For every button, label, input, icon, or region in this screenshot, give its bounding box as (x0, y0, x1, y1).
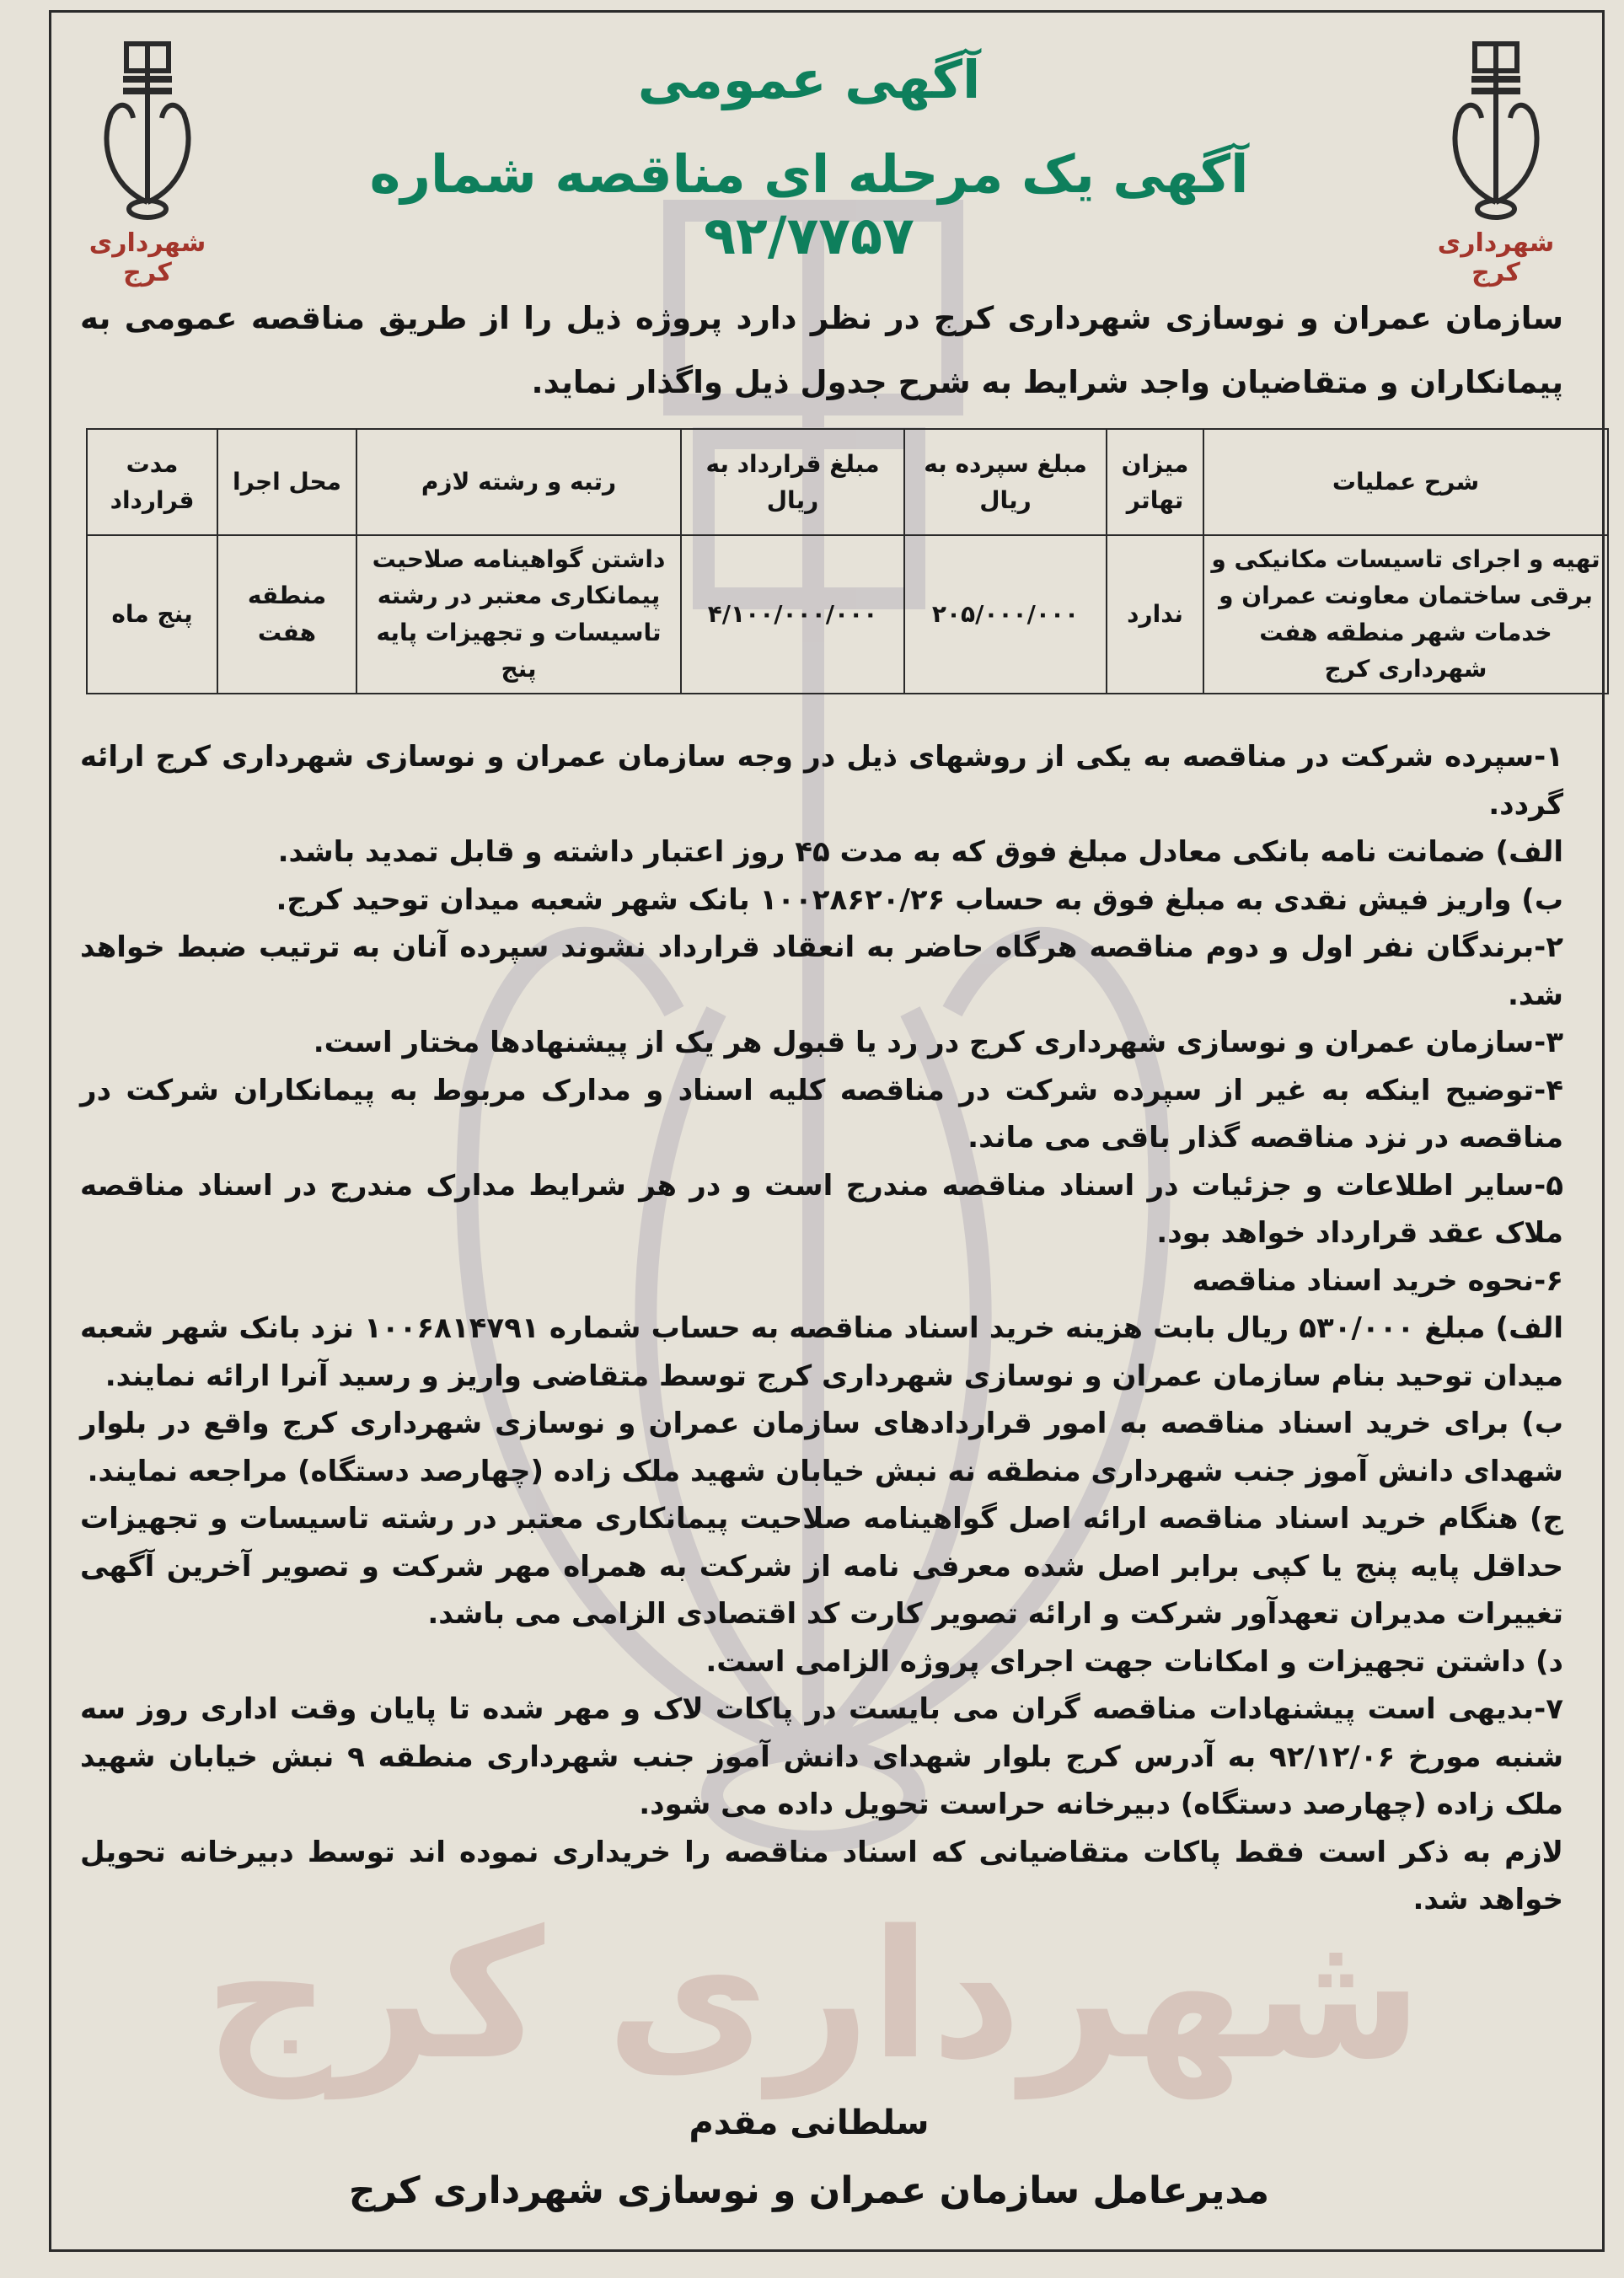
condition-item: ج) هنگام خرید اسناد مناقصه ارائه اصل گواهینامه صلاحیت پیمانکاری معتبر در رشته تاسیسات و تجهیزات حداقل پایه پنج یا کپی برابر اصل شده معرفی نامه از شرکت به همراه مهر شرکت و تصویر آخرین آگهی تغییرات مدیران تعهدآور شرکت و ارائه تصویر کارت کد اقتصادی الزامی می باشد. (80, 1502, 1563, 1631)
condition-item: ۲-برندگان نفر اول و دوم مناقصه هرگاه حاضر به انعقاد قرارداد نشوند سپرده آنان به ترتیب ضبط خواهد شد. (80, 930, 1563, 1012)
table-header-cell: مدت قرارداد (87, 429, 217, 535)
notice-subtitle: آگهی یک مرحله ای مناقصه شماره ۹۲/۷۷۵۷ (369, 143, 1249, 266)
signatory-name: سلطانی مقدم (689, 2104, 930, 2142)
condition-item: ۶-نحوه خرید اسناد مناقصه (1192, 1263, 1563, 1298)
condition-item: الف) مبلغ ۵۳۰/۰۰۰ ریال بابت هزینه خرید اسناد مناقصه به حساب شماره ۱۰۰۶۸۱۴۷۹۱ نزد بانک شهر شعبه میدان توحید بنام سازمان عمران و نوسازی شهرداری کرج توسط متقاضی واریز و رسید آنرا ارائه نمایند. (80, 1311, 1563, 1393)
notice-title: آگهی عمومی (637, 49, 981, 110)
table-header-cell: شرح عملیات (1203, 429, 1608, 535)
table-cell: پنج ماه (87, 535, 217, 694)
karaj-emblem-icon (84, 34, 211, 223)
table-header-cell: میزان تهاتر (1107, 429, 1203, 535)
table-header-cell: محل اجرا (217, 429, 356, 535)
condition-item: ب) برای خرید اسناد مناقصه به امور قراردادهای سازمان عمران و نوسازی شهرداری کرج واقع در بلوار شهدای دانش آموز جنب شهرداری منطقه نه نبش خیابان شهید ملک زاده (چهارصد دستگاه) مراجعه نمایند. (80, 1407, 1563, 1488)
condition-item: ۴-توضیح اینکه به غیر از سپرده شرکت در مناقصه کلیه اسناد و مدارک مربوط به پیمانکاران شرکت در مناقصه در نزد مناقصه گذار باقی می ماند. (80, 1073, 1563, 1155)
conditions-list (80, 733, 1563, 1924)
signatory-title: مدیرعامل سازمان عمران و نوسازی شهرداری کرج (348, 2169, 1270, 2212)
table-cell: ۴/۱۰۰/۰۰۰/۰۰۰ (681, 535, 904, 694)
table-header-row (87, 429, 1608, 535)
condition-item: ۳-سازمان عمران و نوسازی شهرداری کرج در رد یا قبول هر یک از پیشنهادها مختار است. (313, 1026, 1563, 1059)
condition-item: د) داشتن تجهیزات و امکانات جهت اجرای پروژه الزامی است. (705, 1644, 1563, 1679)
logo-left (67, 34, 228, 287)
table-row (87, 535, 1608, 694)
condition-item: ۱-سپرده شرکت در مناقصه به یکی از روشهای ذیل در وجه سازمان عمران و نوسازی شهرداری کرج ارائه گردد. (80, 740, 1563, 822)
condition-item: ب) واریز فیش نقدی به مبلغ فوق به حساب ۱۰۰۲۸۶۲۰/۲۶ بانک شهر شعبه میدان توحید کرج. (276, 882, 1563, 917)
condition-item: ۵-سایر اطلاعات و جزئیات در اسناد مناقصه مندرج است و در هر شرایط مدارک مندرج در اسناد مناقصه ملاک عقد قرارداد خواهد بود. (80, 1168, 1563, 1250)
table-header-cell: مبلغ قرارداد به ریال (681, 429, 904, 535)
table-cell: منطقه هفت (217, 535, 356, 694)
table-cell: ندارد (1107, 535, 1203, 694)
watermark-text: شهرداری کرج (203, 1892, 1423, 2098)
table-cell: تهیه و اجرای تاسیسات مکانیکی و برقی ساختمان معاونت عمران و خدمات شهر منطقه هفت شهرداری کرج (1203, 535, 1608, 694)
operations-table (86, 428, 1609, 694)
logo-caption: شهرداری کرج (1437, 228, 1555, 287)
table-cell: ۲۰۵/۰۰۰/۰۰۰ (904, 535, 1107, 694)
table-cell: داشتن گواهینامه صلاحیت پیمانکاری معتبر در رشته تاسیسات و تجهیزات پایه پنج (356, 535, 681, 694)
intro-paragraph: سازمان عمران و نوسازی شهرداری کرج در نظر دارد پروژه ذیل را از طریق مناقصه عمومی به پیمانکاران و متقاضیان واجد شرایط به شرح جدول ذیل واگذار نماید. (80, 300, 1563, 400)
logo-right (1416, 34, 1576, 287)
condition-item: الف) ضمانت نامه بانکی معادل مبلغ فوق که به مدت ۴۵ روز اعتبار داشته و قابل تمدید باشد. (277, 835, 1563, 869)
table-header-cell: مبلغ سپرده به ریال (904, 429, 1107, 535)
logo-caption: شهرداری کرج (88, 228, 206, 287)
condition-item: ۷-بدیهی است پیشنهادات مناقصه گران می بایست در پاکات لاک و مهر شده تا پایان وقت اداری روز سه شنبه مورخ ۹۲/۱۲/۰۶ به آدرس کرج بلوار شهدای دانش آموز جنب شهرداری منطقه ۹ نبش خیابان شهید ملک زاده (چهارصد دستگاه) دبیرخانه حراست تحویل داده می شود. (80, 1692, 1564, 1821)
condition-item: لازم به ذکر است فقط پاکات متقاضیانی که اسناد مناقصه را خریداری نموده اند توسط دبیرخانه تحویل خواهد شد. (80, 1835, 1563, 1916)
karaj-emblem-icon (1433, 34, 1559, 223)
table-header-cell: رتبه و رشته لازم (356, 429, 681, 535)
